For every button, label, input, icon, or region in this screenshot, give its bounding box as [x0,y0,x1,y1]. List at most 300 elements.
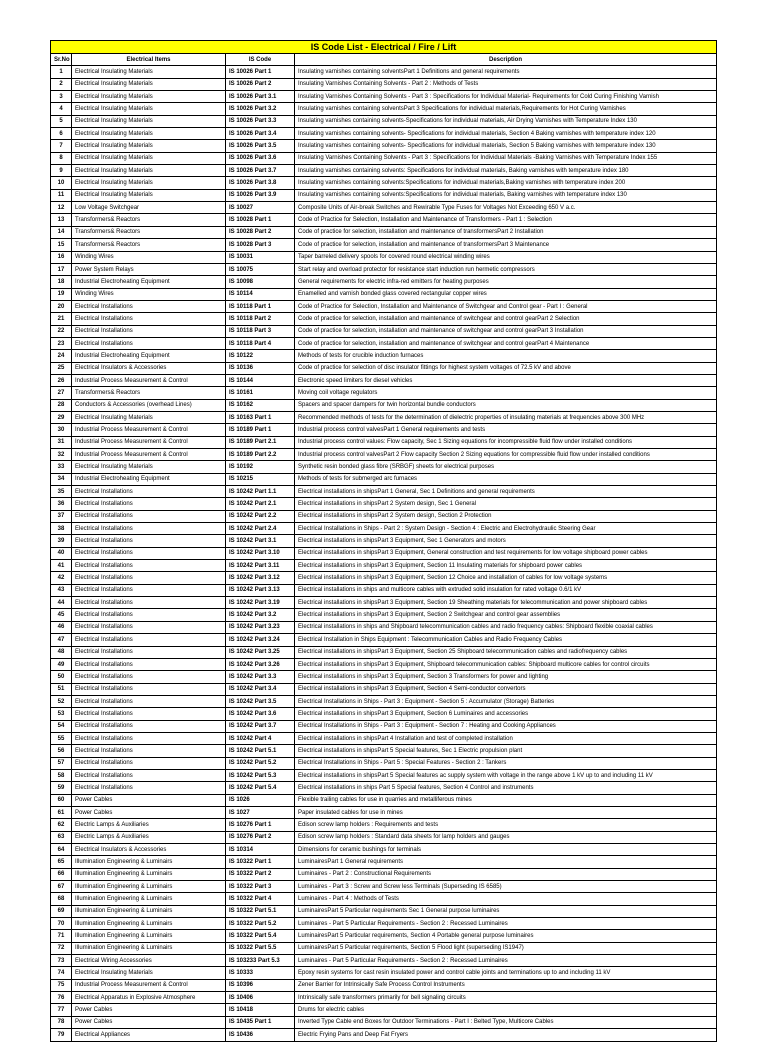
electrical-item-cell: Power Cables [72,806,226,818]
sr-no-cell: 63 [51,831,72,843]
description-cell: Electrical installations in ships Part 5 Special features, Section 4 Control and instruments [295,782,717,794]
electrical-item-cell: Electrical Installations [72,560,226,572]
description-cell: Recommended methods of tests for the determination of dielectric properties of insulating materials at frequencies above 300 MHz [295,411,717,423]
sr-no-cell: 45 [51,609,72,621]
is-code-cell: IS 10118 Part 4 [226,337,295,349]
sr-no-cell: 72 [51,942,72,954]
is-code-cell: IS 10242 Part 3.23 [226,621,295,633]
sr-no-cell: 3 [51,91,72,103]
table-row [51,165,717,177]
electrical-item-cell: Illumination Engineering & Luminairs [72,905,226,917]
sr-no-cell: 73 [51,955,72,967]
description-cell: Electrical installations in shipsPart 3 Equipment, Shipboard telecommunication cables: Shipboard multicore cables for control circuits [295,658,717,670]
electrical-item-cell: Electrical Installations [72,621,226,633]
is-code-cell: IS 10322 Part 5.4 [226,930,295,942]
sr-no-cell: 8 [51,152,72,164]
is-code-cell: IS 10436 [226,1029,295,1041]
description-cell: Epoxy resin systems for cast resin insulated power and control cable joints and terminations up to and including 11 kV [295,967,717,979]
table-row [51,683,717,695]
electrical-item-cell: Electrical Installations [72,769,226,781]
table-row [51,103,717,115]
is-code-cell: IS 10136 [226,362,295,374]
spreadsheet [50,40,716,1042]
is-code-cell: IS 10027 [226,202,295,214]
electrical-item-cell: Electrical Installations [72,720,226,732]
sr-no-cell: 32 [51,449,72,461]
is-code-cell: IS 10144 [226,374,295,386]
table-row [51,226,717,238]
table-row [51,967,717,979]
sr-no-cell: 27 [51,387,72,399]
sr-no-cell: 28 [51,399,72,411]
description-cell: Electrical Installations in Ships - Part 5 : Special Features - Section 2 : Tankers [295,757,717,769]
is-code-cell: IS 10242 Part 5.1 [226,745,295,757]
electrical-item-cell: Electric Lamps & Auxiliaries [72,831,226,843]
description-cell: Electrical installations in shipsPart 3 Equipment, General construction and test requirements for low voltage shipboard power cables [295,547,717,559]
description-cell: Paper insulated cables for use in mines [295,806,717,818]
is-code-cell: IS 10242 Part 3.1 [226,535,295,547]
electrical-item-cell: Electrical Insulators & Accessories [72,844,226,856]
electrical-item-cell: Electrical Insulating Materials [72,115,226,127]
description-cell: Insulating varnishes containing solvents- Specifications for individual materials, Section 4 Baking varnishes with temperature index 120 [295,128,717,140]
is-code-cell: IS 10242 Part 3.19 [226,597,295,609]
sr-no-cell: 79 [51,1029,72,1041]
description-cell: Electrical installations in shipsPart 3 Equipment, Section 3 Transformers for power and lighting [295,671,717,683]
sr-no-cell: 30 [51,424,72,436]
is-code-cell: IS 10192 [226,461,295,473]
sr-no-cell: 38 [51,523,72,535]
description-cell: General requirements for electric infra-red emitters for heating purposes [295,276,717,288]
description-cell: Electric Frying Pans and Deep Fat Fryers [295,1029,717,1041]
is-code-cell: IS 10163 Part 1 [226,411,295,423]
is-code-cell: IS 10418 [226,1004,295,1016]
electrical-item-cell: Electrical Installations [72,523,226,535]
is-code-cell: IS 10322 Part 5.2 [226,918,295,930]
sr-no-cell: 47 [51,634,72,646]
description-cell: LuminairesPart 5 Particular requirements Sec 1 General purpose luminaires [295,905,717,917]
table-row [51,992,717,1004]
is-code-cell: IS 10242 Part 3.12 [226,572,295,584]
electrical-item-cell: Illumination Engineering & Luminairs [72,893,226,905]
sr-no-cell: 10 [51,177,72,189]
sr-no-cell: 31 [51,436,72,448]
is-code-cell: IS 10406 [226,992,295,1004]
electrical-item-cell: Electrical Insulating Materials [72,411,226,423]
header-electrical-items: Electrical Items [72,54,226,66]
sr-no-cell: 71 [51,930,72,942]
description-cell: Luminaires - Part 4 : Methods of Tests [295,893,717,905]
electrical-item-cell: Industrial Electroheating Equipment [72,473,226,485]
is-code-cell: IS 10031 [226,251,295,263]
table-row [51,115,717,127]
sr-no-cell: 15 [51,239,72,251]
is-code-cell: IS 10242 Part 3.4 [226,683,295,695]
table-row [51,523,717,535]
description-cell: Luminaires - Part 3 : Screw and Screw less Terminals (Superseding IS 6585) [295,881,717,893]
is-code-cell: IS 10026 Part 1 [226,66,295,78]
is-code-cell: IS 10242 Part 3.6 [226,708,295,720]
sr-no-cell: 60 [51,794,72,806]
description-cell: LuminairesPart 1 General requirements [295,856,717,868]
table-row [51,732,717,744]
electrical-item-cell: Transformers& Reactors [72,239,226,251]
electrical-item-cell: Illumination Engineering & Luminairs [72,856,226,868]
electrical-item-cell: Illumination Engineering & Luminairs [72,881,226,893]
electrical-item-cell: Power Cables [72,794,226,806]
electrical-item-cell: Electrical Insulating Materials [72,461,226,473]
table-row [51,399,717,411]
is-code-cell: IS 10435 Part 1 [226,1016,295,1028]
is-code-cell: IS 10396 [226,979,295,991]
description-cell: Code of Practice for Selection, Installation and Maintenance of Transformers - Part 1 : Selection [295,214,717,226]
is-code-cell: IS 10242 Part 3.13 [226,584,295,596]
is-code-cell: IS 10026 Part 3.7 [226,165,295,177]
sr-no-cell: 49 [51,658,72,670]
sr-no-cell: 25 [51,362,72,374]
is-code-cell: IS 10118 Part 2 [226,313,295,325]
description-cell: Methods of tests for submerged arc furnaces [295,473,717,485]
sr-no-cell: 18 [51,276,72,288]
electrical-item-cell: Winding Wires [72,251,226,263]
sr-no-cell: 26 [51,374,72,386]
table-row [51,918,717,930]
description-cell: Edison screw lamp holders : Requirements and tests [295,819,717,831]
is-code-cell: IS 10322 Part 1 [226,856,295,868]
is-code-cell: IS 10114 [226,288,295,300]
electrical-item-cell: Electrical Insulating Materials [72,967,226,979]
is-code-cell: IS 10242 Part 3.11 [226,560,295,572]
description-cell: Electrical installations in ships and Shipboard telecommunication cables and radio frequency cables: Shipboard flexible coaxial cables [295,621,717,633]
table-row [51,288,717,300]
sr-no-cell: 69 [51,905,72,917]
sr-no-cell: 4 [51,103,72,115]
description-cell: Electrical installations in shipsPart 5 Special features ac supply system with voltage in the range above 1 kV up to and including 11 kV [295,769,717,781]
electrical-item-cell: Electrical Insulators & Accessories [72,362,226,374]
sr-no-cell: 13 [51,214,72,226]
description-cell: Inverted Type Cable end Boxes for Outdoor Terminations - Part I : Belted Type, Multicore Cables [295,1016,717,1028]
sr-no-cell: 57 [51,757,72,769]
sr-no-cell: 61 [51,806,72,818]
is-code-cell: IS 10322 Part 4 [226,893,295,905]
electrical-item-cell: Electrical Installations [72,535,226,547]
table-row [51,91,717,103]
sr-no-cell: 44 [51,597,72,609]
is-code-cell: IS 10242 Part 3.2 [226,609,295,621]
is-code-table [50,40,717,1042]
table-row [51,844,717,856]
table-row [51,1016,717,1028]
is-code-cell: IS 10028 Part 2 [226,226,295,238]
electrical-item-cell: Electrical Installations [72,757,226,769]
description-cell: Taper barreled delivery spools for covered round electrical winding wires [295,251,717,263]
electrical-item-cell: Power System Relays [72,263,226,275]
header-description: Description [295,54,717,66]
is-code-cell: IS 10242 Part 4 [226,732,295,744]
sr-no-cell: 37 [51,510,72,522]
is-code-cell: IS 10028 Part 3 [226,239,295,251]
description-cell: Code of practice for selection, installation and maintenance of transformersPart 3 Maintenance [295,239,717,251]
sr-no-cell: 74 [51,967,72,979]
table-row [51,66,717,78]
description-cell: Luminaires - Part 5 Particular Requirements - Section 2 : Recessed Luminaires [295,918,717,930]
is-code-cell: IS 10242 Part 3.24 [226,634,295,646]
is-code-cell: IS 10242 Part 3.5 [226,695,295,707]
description-cell: Electrical installations in shipsPart 5 Special features, Sec 1 Electric propulsion plant [295,745,717,757]
description-cell: Insulating varnishes containing solvents:Specifications for individual materials, Baking varnishes with temperature index 130 [295,189,717,201]
is-code-cell: IS 10242 Part 5.4 [226,782,295,794]
header-is-code: IS Code [226,54,295,66]
sr-no-cell: 2 [51,78,72,90]
sr-no-cell: 64 [51,844,72,856]
table-row [51,831,717,843]
description-cell: Electrical Installation in Ships Equipment : Telecommunication Cables and Radio Frequency Cables [295,634,717,646]
is-code-cell: IS 10026 Part 3.5 [226,140,295,152]
sr-no-cell: 46 [51,621,72,633]
is-code-cell: IS 10028 Part 1 [226,214,295,226]
electrical-item-cell: Electrical Insulating Materials [72,189,226,201]
electrical-item-cell: Electrical Installations [72,300,226,312]
electrical-item-cell: Transformers& Reactors [72,387,226,399]
is-code-cell: IS 10122 [226,350,295,362]
description-cell: Code of Practice for Selection, Installation and Maintenance of Switchgear and Control gear - Part I : General [295,300,717,312]
description-cell: Electrical installations in shipsPart 1 General, Sec 1 Definitions and general requirements [295,486,717,498]
description-cell: Intrinsically safe transformers primarily for bell signaling circuits [295,992,717,1004]
sr-no-cell: 40 [51,547,72,559]
is-code-cell: IS 10026 Part 3.1 [226,91,295,103]
sr-no-cell: 34 [51,473,72,485]
description-cell: Electrical installations in shipsPart 3 Equipment, Section 19 Sheathing materials for telecommunication and power shipboard cables [295,597,717,609]
sr-no-cell: 14 [51,226,72,238]
is-code-cell: IS 10322 Part 5.1 [226,905,295,917]
table-row [51,745,717,757]
table-row [51,337,717,349]
sheet-title: IS Code List - Electrical / Fire / Lift [51,41,717,54]
description-cell: Electrical Installations in Ships - Part 2 : System Design - Section 4 : Electric and Electrohydraulic Steering Gear [295,523,717,535]
table-row [51,646,717,658]
is-code-cell: IS 10026 Part 3.3 [226,115,295,127]
is-code-cell: IS 10276 Part 1 [226,819,295,831]
is-code-cell: IS 10242 Part 5.2 [226,757,295,769]
table-row [51,276,717,288]
electrical-item-cell: Industrial Process Measurement & Control [72,374,226,386]
table-row [51,152,717,164]
table-row [51,362,717,374]
table-row [51,263,717,275]
table-row [51,794,717,806]
electrical-item-cell: Transformers& Reactors [72,226,226,238]
sr-no-cell: 21 [51,313,72,325]
is-code-cell: IS 10242 Part 3.3 [226,671,295,683]
sr-no-cell: 65 [51,856,72,868]
description-cell: Enamelled and varnish bonded glass covered rectangular copper wires [295,288,717,300]
electrical-item-cell: Electrical Installations [72,325,226,337]
description-cell: LuminairesPart 5 Particular requirements, Section 4 Portable general purpose luminaires [295,930,717,942]
table-row [51,202,717,214]
description-cell: Electrical Installations in Ships - Part 3 : Equipment - Section 5 : Accumulator (Storage) Batteries [295,695,717,707]
electrical-item-cell: Industrial Process Measurement & Control [72,424,226,436]
description-cell: Code of practice for selection, installation and maintenance of switchgear and control gearPart 4 Maintenance [295,337,717,349]
is-code-cell: IS 10098 [226,276,295,288]
electrical-item-cell: Electrical Installations [72,695,226,707]
description-cell: Electrical installations in shipsPart 2 System design, Section 2 Protection [295,510,717,522]
sr-no-cell: 42 [51,572,72,584]
electrical-item-cell: Electrical Installations [72,683,226,695]
electrical-item-cell: Electrical Appliances [72,1029,226,1041]
electrical-item-cell: Industrial Electroheating Equipment [72,276,226,288]
sr-no-cell: 20 [51,300,72,312]
description-cell: Spacers and spacer dampers for twin horizontal bundle conductors [295,399,717,411]
is-code-cell: IS 103233 Part 5.3 [226,955,295,967]
electrical-item-cell: Industrial Process Measurement & Control [72,449,226,461]
description-cell: Insulating Varnishes Containing Solvents - Part 3 : Specifications for Individual Material- Requirements for Cold Curing Finishing Varnish [295,91,717,103]
description-cell: Electrical Installations in Ships - Part 3 : Equipment - Section 7 : Heating and Cooking Appliances [295,720,717,732]
electrical-item-cell: Electrical Installations [72,658,226,670]
is-code-cell: IS 1026 [226,794,295,806]
electrical-item-cell: Low Voltage Switchgear [72,202,226,214]
is-code-cell: IS 10314 [226,844,295,856]
table-row [51,411,717,423]
electrical-item-cell: Electrical Installations [72,708,226,720]
is-code-cell: IS 10242 Part 1.1 [226,486,295,498]
sr-no-cell: 19 [51,288,72,300]
is-code-cell: IS 10215 [226,473,295,485]
electrical-item-cell: Electrical Installations [72,584,226,596]
description-cell: Flexible trailing cables for use in quarries and metalliferous mines [295,794,717,806]
table-row [51,609,717,621]
description-cell: Moving coil voltage regulators [295,387,717,399]
description-cell: Insulating Varnishes Containing Solvents - Part 2 : Methods of Tests [295,78,717,90]
table-row [51,930,717,942]
electrical-item-cell: Illumination Engineering & Luminairs [72,930,226,942]
description-cell: Code of practice for selection, installation and maintenance of switchgear and control gearPart 3 Installation [295,325,717,337]
sr-no-cell: 12 [51,202,72,214]
sr-no-cell: 55 [51,732,72,744]
electrical-item-cell: Power Cables [72,1004,226,1016]
sr-no-cell: 16 [51,251,72,263]
electrical-item-cell: Electrical Insulating Materials [72,165,226,177]
electrical-item-cell: Illumination Engineering & Luminairs [72,868,226,880]
is-code-cell: IS 10242 Part 5.3 [226,769,295,781]
table-row [51,547,717,559]
sr-no-cell: 9 [51,165,72,177]
table-row [51,819,717,831]
sr-no-cell: 22 [51,325,72,337]
table-row [51,535,717,547]
table-row [51,769,717,781]
sr-no-cell: 66 [51,868,72,880]
electrical-item-cell: Illumination Engineering & Luminairs [72,942,226,954]
sr-no-cell: 51 [51,683,72,695]
is-code-cell: IS 10242 Part 3.7 [226,720,295,732]
description-cell: Code of practice for selection, installation and maintenance of transformersPart 2 Installation [295,226,717,238]
is-code-cell: IS 1027 [226,806,295,818]
electrical-item-cell: Electrical Installations [72,745,226,757]
sr-no-cell: 35 [51,486,72,498]
is-code-cell: IS 10026 Part 3.8 [226,177,295,189]
sr-no-cell: 68 [51,893,72,905]
description-cell: Insulating varnishes containing solventsPart 1 Definitions and general requirements [295,66,717,78]
electrical-item-cell: Electrical Insulating Materials [72,78,226,90]
table-row [51,177,717,189]
electrical-item-cell: Electrical Wiring Accessories [72,955,226,967]
description-cell: Code of practice for selection, installation and maintenance of switchgear and control gearPart 2 Selection [295,313,717,325]
sr-no-cell: 58 [51,769,72,781]
sr-no-cell: 77 [51,1004,72,1016]
is-code-cell: IS 10322 Part 3 [226,881,295,893]
electrical-item-cell: Electric Lamps & Auxiliaries [72,819,226,831]
sr-no-cell: 41 [51,560,72,572]
table-row [51,78,717,90]
table-row [51,720,717,732]
table-row [51,856,717,868]
table-row [51,671,717,683]
electrical-item-cell: Electrical Insulating Materials [72,103,226,115]
header-row [51,54,717,66]
electrical-item-cell: Electrical Installations [72,597,226,609]
is-code-cell: IS 10026 Part 3.6 [226,152,295,164]
table-row [51,708,717,720]
table-row [51,757,717,769]
header-sr-no: Sr.No [51,54,72,66]
electrical-item-cell: Winding Wires [72,288,226,300]
table-row [51,1029,717,1041]
description-cell: Code of practice for selection of disc insulator fittings for highest system voltages of 72.5 kV and above [295,362,717,374]
electrical-item-cell: Industrial Process Measurement & Control [72,979,226,991]
table-row [51,955,717,967]
table-row [51,905,717,917]
description-cell: Industrial process control values: Flow capacity, Sec 1 Sizing equations for incompressible fluid flow under installed conditions [295,436,717,448]
table-row [51,300,717,312]
table-row [51,473,717,485]
table-row [51,572,717,584]
table-row [51,251,717,263]
electrical-item-cell: Electrical Installations [72,732,226,744]
electrical-item-cell: Electrical Insulating Materials [72,91,226,103]
electrical-item-cell: Electrical Apparatus in Explosive Atmosphere [72,992,226,1004]
sr-no-cell: 29 [51,411,72,423]
is-code-cell: IS 10242 Part 3.25 [226,646,295,658]
description-cell: Zener Barrier for Intrinsically Safe Process Control Instruments [295,979,717,991]
description-cell: Insulating varnishes containing solvents: Specifications for individual materials, Baking varnishes with temperature index 180 [295,165,717,177]
table-row [51,695,717,707]
is-code-cell: IS 10242 Part 2.4 [226,523,295,535]
electrical-item-cell: Electrical Insulating Materials [72,128,226,140]
table-row [51,782,717,794]
is-code-cell: IS 10026 Part 3.2 [226,103,295,115]
description-cell: Electrical installations in shipsPart 3 Equipment, Section 6 Luminaires and accessories [295,708,717,720]
is-code-cell: IS 10242 Part 3.10 [226,547,295,559]
electrical-item-cell: Industrial Electroheating Equipment [72,350,226,362]
table-row [51,1004,717,1016]
table-row [51,387,717,399]
table-row [51,942,717,954]
sr-no-cell: 53 [51,708,72,720]
description-cell: Methods of tests for crucible induction furnaces [295,350,717,362]
table-row [51,449,717,461]
sr-no-cell: 39 [51,535,72,547]
is-code-cell: IS 10322 Part 2 [226,868,295,880]
electrical-item-cell: Electrical Installations [72,486,226,498]
electrical-item-cell: Industrial Process Measurement & Control [72,436,226,448]
sr-no-cell: 6 [51,128,72,140]
sr-no-cell: 52 [51,695,72,707]
description-cell: Electrical installations in shipsPart 3 Equipment, Section 4 Semi-conductor convertors [295,683,717,695]
description-cell: Luminaires - Part 2 : Constructional Requirements [295,868,717,880]
description-cell: Insulating varnishes containing solventsPart 3 Specifications for individual materials,Requirements for Hot Curing Varnishes [295,103,717,115]
is-code-cell: IS 10242 Part 3.26 [226,658,295,670]
electrical-item-cell: Electrical Insulating Materials [72,66,226,78]
electrical-item-cell: Transformers& Reactors [72,214,226,226]
